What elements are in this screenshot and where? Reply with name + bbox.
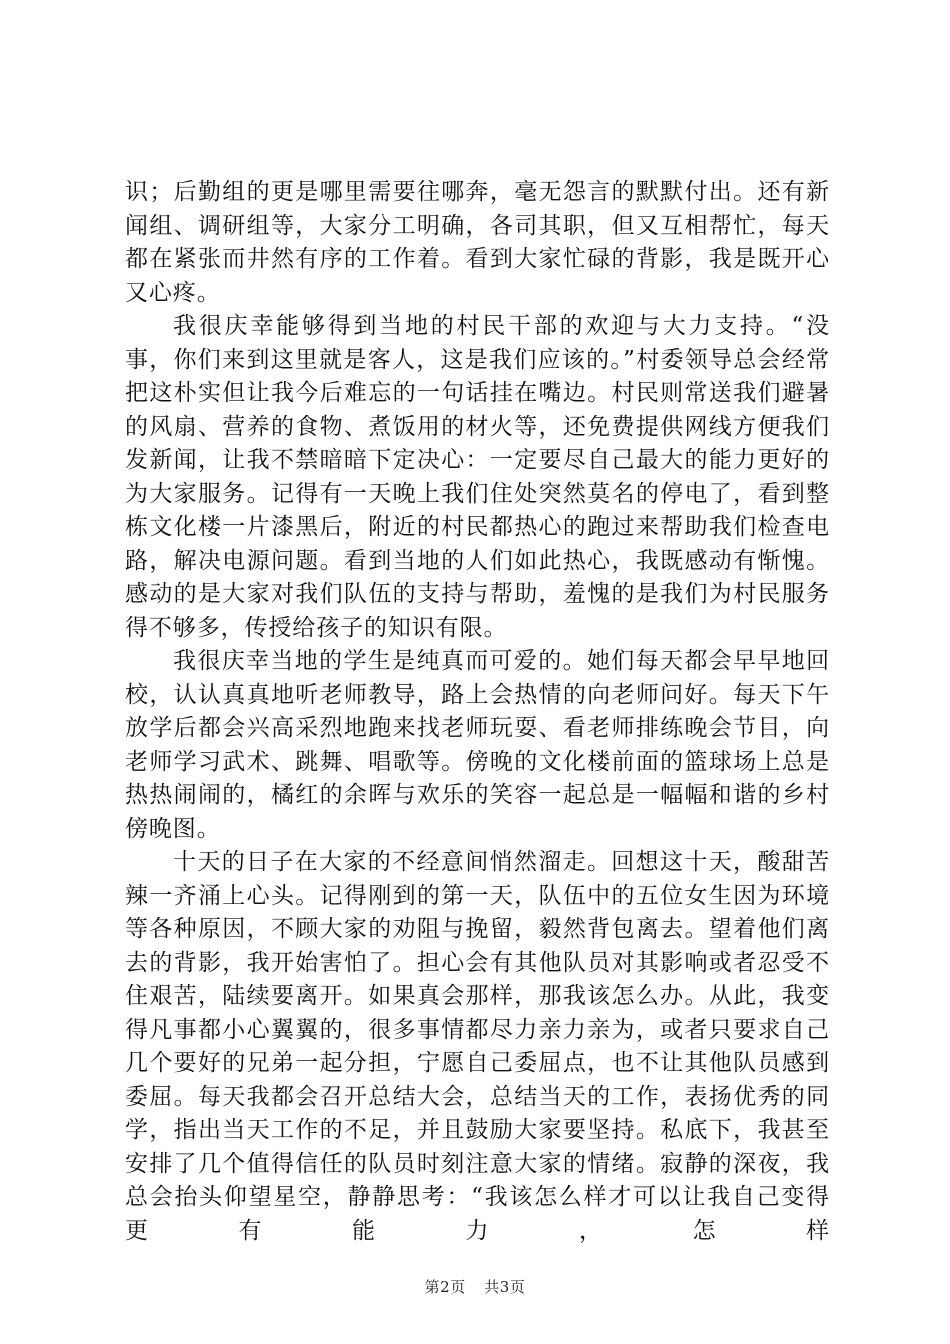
page-footer <box>0 1276 950 1297</box>
page-number: 第2页 <box>424 1278 466 1296</box>
page-total: 共3页 <box>484 1278 526 1296</box>
document-body <box>125 176 830 1248</box>
paragraph-2: 我很庆幸能够得到当地的村民干部的欢迎与大力支持。“没事，你们来到这里就是客人，这是我们应该的。”村委领导总会经常把这朴实但让我今后难忘的一句话挂在嘴边。村民则常送我们避暑的风扇、营养的食物、煮饭用的材火等，还免费提供网线方便我们发新闻，让我不禁暗暗下定决心：一定要尽自己最大的能力更好的为大家服务。记得有一天晚上我们住处突然莫名的停电了，看到整栋文化楼一片漆黑后，附近的村民都热心的跑过来帮助我们检查电路，解决电源问题。看到当地的人们如此热心，我既感动有惭愧。感动的是大家对我们队伍的支持与帮助，羞愧的是我们为村民服务得不够多，传授给孩子的知识有限。 <box>125 313 830 641</box>
paragraph-3: 我很庆幸当地的学生是纯真而可爱的。她们每天都会早早地回校，认认真真地听老师教导，路上会热情的向老师问好。每天下午放学后都会兴高采烈地跑来找老师玩耍、看老师排练晚会节目，向老师学习武术、跳舞、唱歌等。傍晚的文化楼前面的篮球场上总是热热闹闹的，橘红的余晖与欢乐的笑容一起总是一幅幅和谐的乡村傍晚图。 <box>125 648 830 842</box>
paragraph-4: 十天的日子在大家的不经意间悄然溜走。回想这十天，酸甜苦辣一齐涌上心头。记得刚到的第一天，队伍中的五位女生因为环境等各种原因，不顾大家的劝阻与挽留，毅然背包离去。望着他们离去的背影，我开始害怕了。担心会有其他队员对其影响或者忍受不住艰苦，陆续要离开。如果真会那样，那我该怎么办。从此，我变得凡事都小心翼翼的，很多事情都尽力亲力亲为，或者只要求自己几个要好的兄弟一起分担，宁愿自己委屈点，也不让其他队员感到委屈。每天我都会召开总结大会，总结当天的工作，表扬优秀的同学，指出当天工作的不足，并且鼓励大家要坚持。私底下，我甚至安排了几个值得信任的队员时刻注意大家的情绪。寂静的深夜，我总会抬头仰望星空，静静思考：“我该怎么样才可以让我自己变得更有能力，怎样 <box>125 849 830 1244</box>
paragraph-1: 识；后勤组的更是哪里需要往哪奔，毫无怨言的默默付出。还有新闻组、调研组等，大家分工明确，各司其职，但又互相帮忙，每天都在紧张而井然有序的工作着。看到大家忙碌的背影，我是既开心又心疼。 <box>125 179 830 306</box>
